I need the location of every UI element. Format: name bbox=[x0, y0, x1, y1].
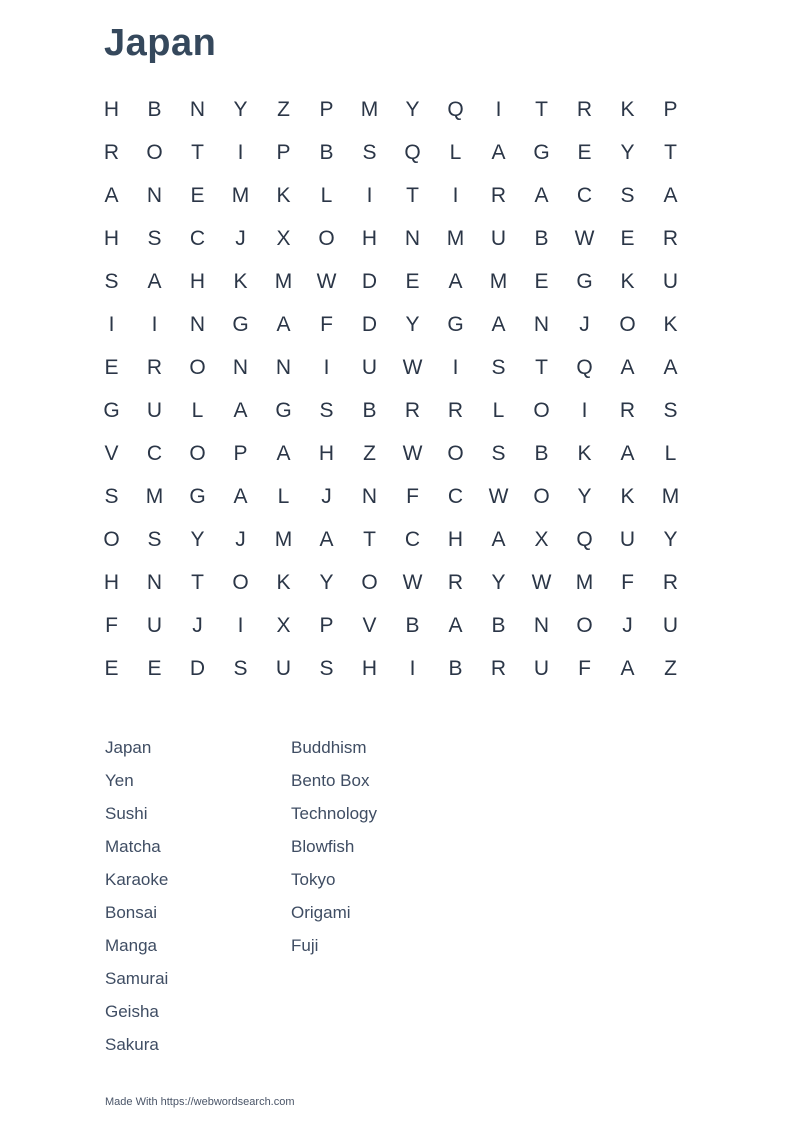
grid-cell-r8-c2: U bbox=[146, 398, 163, 422]
grid-cell-r14-c13: A bbox=[620, 656, 635, 680]
word-list-item: Manga bbox=[105, 936, 157, 955]
grid-cell-r6-c11: N bbox=[533, 312, 550, 336]
word-list-item: Blowfish bbox=[291, 837, 355, 856]
grid-cell-r8-c6: S bbox=[319, 398, 334, 422]
grid-cell-r12-c3: T bbox=[191, 570, 204, 594]
word-list-item: Geisha bbox=[105, 1002, 159, 1021]
grid-cell-r10-c7: N bbox=[361, 484, 378, 508]
grid-cell-r6-c10: A bbox=[491, 312, 506, 336]
grid-cell-r8-c9: R bbox=[447, 398, 464, 422]
grid-cell-r10-c1: S bbox=[104, 484, 119, 508]
grid-cell-r13-c14: U bbox=[662, 613, 679, 637]
grid-cell-r4-c9: M bbox=[446, 226, 465, 250]
grid-cell-r14-c11: U bbox=[533, 656, 550, 680]
grid-cell-r5-c13: K bbox=[620, 269, 635, 293]
word-list-item: Technology bbox=[291, 804, 378, 823]
word-list-item: Fuji bbox=[291, 936, 319, 955]
grid-cell-r9-c9: O bbox=[447, 441, 464, 465]
grid-cell-r5-c14: U bbox=[662, 269, 679, 293]
grid-cell-r4-c14: R bbox=[662, 226, 679, 250]
grid-cell-r6-c4: G bbox=[232, 312, 249, 336]
grid-cell-r11-c9: H bbox=[447, 527, 464, 551]
grid-cell-r4-c10: U bbox=[490, 226, 507, 250]
grid-cell-r9-c7: Z bbox=[363, 441, 376, 465]
grid-cell-r7-c6: I bbox=[323, 355, 330, 379]
grid-cell-r5-c5: M bbox=[274, 269, 293, 293]
grid-cell-r9-c3: O bbox=[189, 441, 206, 465]
grid-cell-r2-c4: I bbox=[237, 140, 244, 164]
grid-cell-r13-c11: N bbox=[533, 613, 550, 637]
grid-cell-r14-c7: H bbox=[361, 656, 378, 680]
grid-cell-r12-c4: O bbox=[232, 570, 249, 594]
footer-credit: Made With https://webwordsearch.com bbox=[105, 1096, 295, 1108]
word-list-item: Samurai bbox=[105, 969, 169, 988]
grid-cell-r11-c7: T bbox=[363, 527, 376, 551]
grid-cell-r4-c5: X bbox=[276, 226, 291, 250]
grid-cell-r5-c6: W bbox=[316, 269, 337, 293]
grid-cell-r8-c11: O bbox=[533, 398, 550, 422]
grid-cell-r11-c12: Q bbox=[576, 527, 593, 551]
grid-cell-r13-c3: J bbox=[192, 613, 203, 637]
grid-cell-r8-c10: L bbox=[492, 398, 505, 422]
grid-cell-r1-c10: I bbox=[495, 97, 502, 121]
grid-cell-r2-c5: P bbox=[276, 140, 291, 164]
grid-cell-r10-c5: L bbox=[277, 484, 290, 508]
grid-cell-r14-c14: Z bbox=[664, 656, 677, 680]
grid-cell-r1-c9: Q bbox=[447, 97, 464, 121]
grid-cell-r4-c12: W bbox=[574, 226, 595, 250]
grid-cell-r8-c4: A bbox=[233, 398, 248, 422]
grid-cell-r2-c11: G bbox=[533, 140, 550, 164]
grid-cell-r7-c14: A bbox=[663, 355, 678, 379]
grid-cell-r1-c4: Y bbox=[233, 97, 248, 121]
grid-cell-r12-c12: M bbox=[575, 570, 594, 594]
grid-cell-r10-c4: A bbox=[233, 484, 248, 508]
word-list-item: Sushi bbox=[105, 804, 148, 823]
grid-cell-r3-c2: N bbox=[146, 183, 163, 207]
grid-cell-r12-c7: O bbox=[361, 570, 378, 594]
grid-cell-r13-c10: B bbox=[491, 613, 506, 637]
grid-cell-r7-c2: R bbox=[146, 355, 163, 379]
grid-cell-r5-c1: S bbox=[104, 269, 119, 293]
grid-cell-r2-c14: T bbox=[664, 140, 677, 164]
grid-cell-r13-c1: F bbox=[105, 613, 118, 637]
grid-cell-r10-c8: F bbox=[406, 484, 419, 508]
grid-cell-r14-c12: F bbox=[578, 656, 591, 680]
word-search-grid bbox=[90, 88, 692, 690]
grid-cell-r11-c14: Y bbox=[663, 527, 678, 551]
grid-cell-r2-c6: B bbox=[319, 140, 334, 164]
grid-cell-r7-c9: I bbox=[452, 355, 459, 379]
grid-cell-r7-c12: Q bbox=[576, 355, 593, 379]
grid-cell-r6-c7: D bbox=[361, 312, 378, 336]
grid-cell-r3-c10: R bbox=[490, 183, 507, 207]
grid-cell-r4-c1: H bbox=[103, 226, 120, 250]
grid-cell-r11-c3: Y bbox=[190, 527, 205, 551]
grid-cell-r9-c13: A bbox=[620, 441, 635, 465]
word-list-item: Karaoke bbox=[105, 870, 169, 889]
grid-cell-r2-c2: O bbox=[146, 140, 163, 164]
grid-cell-r11-c11: X bbox=[534, 527, 549, 551]
grid-cell-r5-c11: E bbox=[534, 269, 549, 293]
grid-cell-r3-c7: I bbox=[366, 183, 373, 207]
grid-cell-r7-c13: A bbox=[620, 355, 635, 379]
word-list-column-2 bbox=[291, 731, 477, 1061]
grid-cell-r14-c10: R bbox=[490, 656, 507, 680]
grid-cell-r10-c2: M bbox=[145, 484, 164, 508]
grid-cell-r13-c9: A bbox=[448, 613, 463, 637]
grid-cell-r1-c6: P bbox=[319, 97, 334, 121]
grid-cell-r4-c4: J bbox=[235, 226, 246, 250]
grid-cell-r13-c6: P bbox=[319, 613, 334, 637]
grid-cell-r12-c2: N bbox=[146, 570, 163, 594]
grid-cell-r14-c4: S bbox=[233, 656, 248, 680]
grid-cell-r14-c2: E bbox=[147, 656, 162, 680]
word-list-item: Bonsai bbox=[105, 903, 157, 922]
grid-cell-r2-c13: Y bbox=[620, 140, 635, 164]
grid-cell-r13-c12: O bbox=[576, 613, 593, 637]
grid-cell-r7-c8: W bbox=[402, 355, 423, 379]
word-list-item: Origami bbox=[291, 903, 351, 922]
grid-cell-r7-c11: T bbox=[535, 355, 548, 379]
grid-cell-r5-c8: E bbox=[405, 269, 420, 293]
grid-cell-r3-c9: I bbox=[452, 183, 459, 207]
grid-cell-r7-c4: N bbox=[232, 355, 249, 379]
grid-cell-r3-c8: T bbox=[406, 183, 419, 207]
grid-cell-r14-c8: I bbox=[409, 656, 416, 680]
grid-cell-r11-c4: J bbox=[235, 527, 246, 551]
grid-cell-r13-c4: I bbox=[237, 613, 244, 637]
grid-cell-r1-c7: M bbox=[360, 97, 379, 121]
grid-cell-r9-c14: L bbox=[664, 441, 677, 465]
grid-cell-r5-c2: A bbox=[147, 269, 162, 293]
grid-cell-r6-c6: F bbox=[320, 312, 333, 336]
grid-cell-r6-c12: J bbox=[579, 312, 590, 336]
grid-cell-r1-c11: T bbox=[535, 97, 548, 121]
grid-cell-r4-c11: B bbox=[534, 226, 549, 250]
grid-cell-r3-c3: E bbox=[190, 183, 205, 207]
grid-cell-r9-c8: W bbox=[402, 441, 423, 465]
grid-cell-r7-c3: O bbox=[189, 355, 206, 379]
grid-cell-r8-c5: G bbox=[275, 398, 292, 422]
grid-cell-r10-c6: J bbox=[321, 484, 332, 508]
grid-cell-r9-c5: A bbox=[276, 441, 291, 465]
grid-cell-r3-c14: A bbox=[663, 183, 678, 207]
grid-cell-r2-c1: R bbox=[103, 140, 120, 164]
grid-cell-r9-c12: K bbox=[577, 441, 592, 465]
grid-cell-r4-c2: S bbox=[147, 226, 162, 250]
puzzle-title: Japan bbox=[104, 22, 217, 64]
grid-cell-r3-c12: C bbox=[576, 183, 593, 207]
grid-cell-r12-c8: W bbox=[402, 570, 423, 594]
word-list-item: Tokyo bbox=[291, 870, 336, 889]
grid-cell-r8-c7: B bbox=[362, 398, 377, 422]
grid-cell-r7-c10: S bbox=[491, 355, 506, 379]
grid-cell-r3-c1: A bbox=[104, 183, 119, 207]
grid-cell-r6-c1: I bbox=[108, 312, 115, 336]
word-list-item: Bento Box bbox=[291, 771, 370, 790]
word-list-item: Sakura bbox=[105, 1035, 159, 1054]
grid-cell-r14-c6: S bbox=[319, 656, 334, 680]
grid-cell-r5-c3: H bbox=[189, 269, 206, 293]
grid-cell-r14-c9: B bbox=[448, 656, 463, 680]
grid-cell-r2-c9: L bbox=[449, 140, 462, 164]
grid-cell-r11-c2: S bbox=[147, 527, 162, 551]
grid-cell-r3-c4: M bbox=[231, 183, 250, 207]
grid-cell-r7-c5: N bbox=[275, 355, 292, 379]
grid-cell-r1-c2: B bbox=[147, 97, 162, 121]
grid-cell-r9-c6: H bbox=[318, 441, 335, 465]
grid-cell-r13-c8: B bbox=[405, 613, 420, 637]
grid-cell-r12-c1: H bbox=[103, 570, 120, 594]
grid-cell-r12-c5: K bbox=[276, 570, 291, 594]
grid-cell-r3-c11: A bbox=[534, 183, 549, 207]
grid-cell-r12-c6: Y bbox=[319, 570, 334, 594]
grid-cell-r10-c12: Y bbox=[577, 484, 592, 508]
grid-cell-r8-c14: S bbox=[663, 398, 678, 422]
grid-cell-r2-c3: T bbox=[191, 140, 204, 164]
grid-cell-r1-c13: K bbox=[620, 97, 635, 121]
grid-cell-r10-c11: O bbox=[533, 484, 550, 508]
grid-cell-r10-c3: G bbox=[189, 484, 206, 508]
grid-cell-r13-c7: V bbox=[362, 613, 377, 637]
grid-cell-r6-c13: O bbox=[619, 312, 636, 336]
grid-cell-r7-c1: E bbox=[104, 355, 119, 379]
grid-cell-r12-c11: W bbox=[531, 570, 552, 594]
grid-cell-r12-c14: R bbox=[662, 570, 679, 594]
grid-cell-r8-c13: R bbox=[619, 398, 636, 422]
grid-cell-r10-c14: M bbox=[661, 484, 680, 508]
grid-cell-r14-c3: D bbox=[189, 656, 206, 680]
word-list-item: Buddhism bbox=[291, 738, 367, 757]
word-list-column-1 bbox=[105, 731, 291, 1061]
grid-cell-r8-c12: I bbox=[581, 398, 588, 422]
grid-cell-r13-c2: U bbox=[146, 613, 163, 637]
grid-cell-r1-c1: H bbox=[103, 97, 120, 121]
grid-cell-r11-c13: U bbox=[619, 527, 636, 551]
grid-cell-r4-c6: O bbox=[318, 226, 335, 250]
grid-cell-r3-c13: S bbox=[620, 183, 635, 207]
grid-cell-r11-c10: A bbox=[491, 527, 506, 551]
grid-cell-r13-c5: X bbox=[276, 613, 291, 637]
grid-cell-r8-c1: G bbox=[103, 398, 120, 422]
grid-cell-r1-c8: Y bbox=[405, 97, 420, 121]
grid-cell-r11-c5: M bbox=[274, 527, 293, 551]
grid-cell-r6-c5: A bbox=[276, 312, 291, 336]
word-list-item: Yen bbox=[105, 771, 134, 790]
grid-cell-r5-c9: A bbox=[448, 269, 463, 293]
grid-cell-r1-c5: Z bbox=[277, 97, 290, 121]
grid-cell-r9-c2: C bbox=[146, 441, 163, 465]
grid-cell-r4-c7: H bbox=[361, 226, 378, 250]
grid-cell-r2-c12: E bbox=[577, 140, 592, 164]
grid-cell-r10-c9: C bbox=[447, 484, 464, 508]
grid-cell-r1-c14: P bbox=[663, 97, 678, 121]
word-list-item: Japan bbox=[105, 738, 152, 757]
grid-cell-r6-c14: K bbox=[663, 312, 678, 336]
grid-cell-r2-c7: S bbox=[362, 140, 377, 164]
grid-cell-r3-c6: L bbox=[320, 183, 333, 207]
grid-cell-r5-c10: M bbox=[489, 269, 508, 293]
grid-cell-r1-c12: R bbox=[576, 97, 593, 121]
grid-cell-r12-c10: Y bbox=[491, 570, 506, 594]
grid-cell-r11-c1: O bbox=[103, 527, 120, 551]
grid-cell-r6-c2: I bbox=[151, 312, 158, 336]
grid-cell-r11-c8: C bbox=[404, 527, 421, 551]
grid-cell-r8-c8: R bbox=[404, 398, 421, 422]
grid-cell-r4-c13: E bbox=[620, 226, 635, 250]
grid-cell-r12-c9: R bbox=[447, 570, 464, 594]
grid-cell-r14-c5: U bbox=[275, 656, 292, 680]
grid-cell-r6-c8: Y bbox=[405, 312, 420, 336]
grid-cell-r12-c13: F bbox=[621, 570, 634, 594]
grid-cell-r2-c10: A bbox=[491, 140, 506, 164]
grid-cell-r4-c3: C bbox=[189, 226, 206, 250]
grid-cell-r5-c7: D bbox=[361, 269, 378, 293]
grid-cell-r11-c6: A bbox=[319, 527, 334, 551]
grid-cell-r4-c8: N bbox=[404, 226, 421, 250]
grid-cell-r5-c4: K bbox=[233, 269, 248, 293]
grid-cell-r2-c8: Q bbox=[404, 140, 421, 164]
grid-cell-r9-c4: P bbox=[233, 441, 248, 465]
grid-cell-r1-c3: N bbox=[189, 97, 206, 121]
grid-cell-r9-c10: S bbox=[491, 441, 506, 465]
grid-cell-r10-c13: K bbox=[620, 484, 635, 508]
word-list bbox=[105, 731, 477, 1061]
grid-cell-r9-c1: V bbox=[104, 441, 119, 465]
grid-cell-r7-c7: U bbox=[361, 355, 378, 379]
word-list-item: Matcha bbox=[105, 837, 161, 856]
grid-cell-r13-c13: J bbox=[622, 613, 633, 637]
grid-cell-r6-c3: N bbox=[189, 312, 206, 336]
grid-cell-r8-c3: L bbox=[191, 398, 204, 422]
grid-cell-r10-c10: W bbox=[488, 484, 509, 508]
grid-cell-r9-c11: B bbox=[534, 441, 549, 465]
grid-cell-r6-c9: G bbox=[447, 312, 464, 336]
grid-cell-r3-c5: K bbox=[276, 183, 291, 207]
grid-cell-r5-c12: G bbox=[576, 269, 593, 293]
grid-cell-r14-c1: E bbox=[104, 656, 119, 680]
